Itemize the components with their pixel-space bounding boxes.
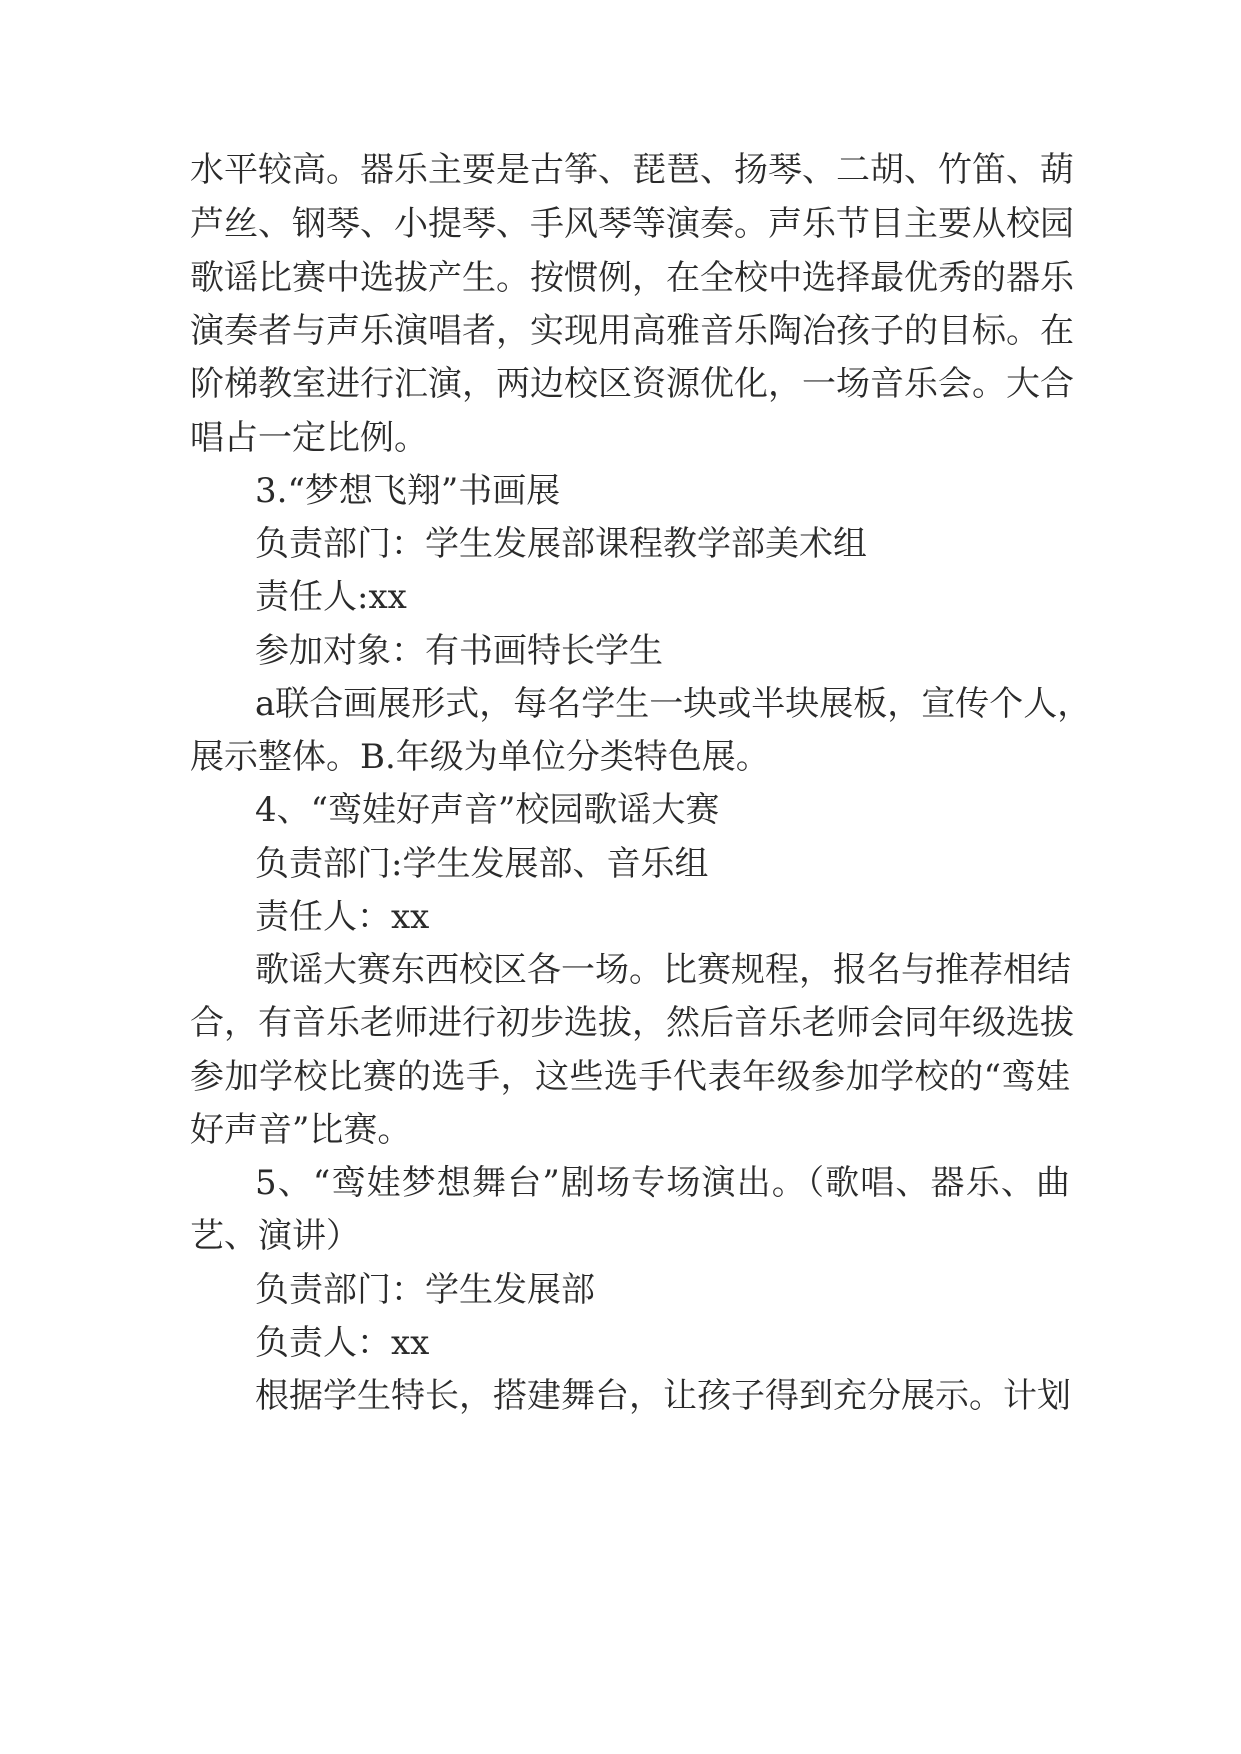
paragraph-line: 根据学生特长，搭建舞台，让孩子得到充分展示。计划 <box>255 1376 1071 1416</box>
paragraph-line: 阶梯教室进行汇演，两边校区资源优化，一场音乐会。大合 <box>190 364 1074 404</box>
paragraph-line: 参加学校比赛的选手，这些选手代表年级参加学校的“鸾娃 <box>190 1057 1070 1097</box>
department-line: 负责部门：学生发展部课程教学部美术组 <box>255 524 867 564</box>
section-heading-3: 3.“梦想飞翔”书画展 <box>255 471 561 511</box>
participants-line: 参加对象：有书画特长学生 <box>255 631 663 671</box>
paragraph-line: 歌谣比赛中选拔产生。按惯例，在全校中选择最优秀的器乐 <box>190 258 1074 298</box>
paragraph-line: 芦丝、钢琴、小提琴、手风琴等演奏。声乐节目主要从校园 <box>190 204 1074 244</box>
paragraph-line: 水平较高。器乐主要是古筝、琵琶、扬琴、二胡、竹笛、葫 <box>190 150 1074 190</box>
responsible-person-line: 责任人：xx <box>255 897 430 937</box>
paragraph-line: 合，有音乐老师进行初步选拔，然后音乐老师会同年级选拔 <box>190 1003 1074 1043</box>
paragraph-line: 唱占一定比例。 <box>190 418 428 458</box>
department-line: 负责部门:学生发展部、音乐组 <box>255 844 709 884</box>
section-heading-5: 5、“鸾娃梦想舞台”剧场专场演出。（歌唱、器乐、曲 <box>255 1163 1070 1203</box>
paragraph-line: 演奏者与声乐演唱者，实现用高雅音乐陶冶孩子的目标。在 <box>190 311 1074 351</box>
paragraph-line: 展示整体。B.年级为单位分类特色展。 <box>190 737 770 777</box>
paragraph-line: 艺、演讲） <box>190 1216 360 1256</box>
responsible-person-line: 负责人：xx <box>255 1323 430 1363</box>
responsible-person-line: 责任人:xx <box>255 577 407 617</box>
department-line: 负责部门：学生发展部 <box>255 1270 595 1310</box>
paragraph-line: a联合画展形式，每名学生一块或半块展板，宣传个人， <box>255 684 1092 724</box>
paragraph-line: 歌谣大赛东西校区各一场。比赛规程，报名与推荐相结 <box>255 950 1071 990</box>
paragraph-line: 好声音”比赛。 <box>190 1110 412 1150</box>
section-heading-4: 4、“鸾娃好声音”校园歌谣大赛 <box>255 790 720 830</box>
